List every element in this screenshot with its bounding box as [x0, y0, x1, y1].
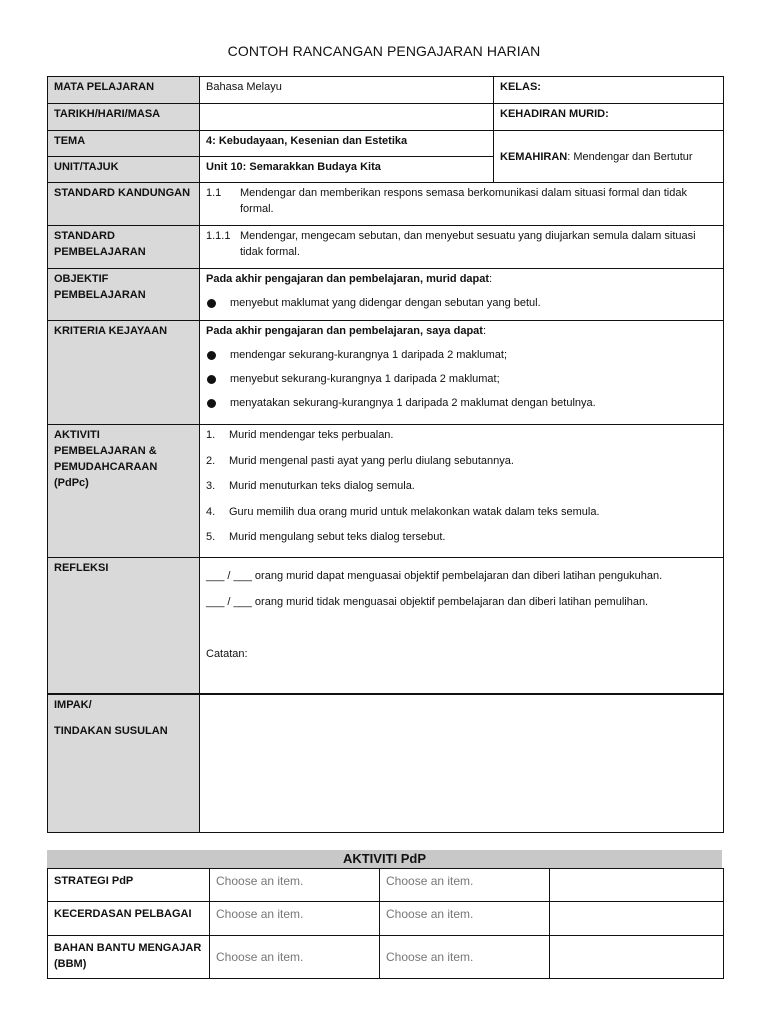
list-item: [206, 478, 717, 504]
kriteria-intro: Pada akhir pengajaran dan pembelajaran, saya dapat: [206, 325, 483, 337]
aktiviti-pdp-table: [47, 868, 724, 979]
row-standard-kandungan: [48, 183, 724, 226]
kriteria-colon: :: [482, 325, 487, 337]
table-row: [48, 936, 724, 979]
label-standard-kandungan: STANDARD KANDUNGAN: [48, 183, 200, 226]
list-item: [206, 453, 717, 479]
value-kemahiran: : Mendengar dan Bertutur: [567, 150, 693, 163]
strategi-cell-3[interactable]: [550, 869, 724, 902]
sp-number: 1.1.1: [206, 230, 231, 242]
label-kemahiran: KEMAHIRAN: [500, 150, 568, 163]
impak-label-1: IMPAK/: [54, 699, 92, 711]
row-standard-pembelajaran: [48, 226, 724, 269]
item-text: Murid mendengar teks perbualan.: [229, 429, 394, 441]
label-tarikh: TARIKH/HARI/MASA: [48, 104, 200, 131]
kecerdasan-dropdown-2[interactable]: Choose an item.: [380, 902, 550, 936]
row-tema: [48, 131, 724, 157]
row-aktiviti: [48, 425, 724, 558]
bbm-dropdown-1[interactable]: Choose an item.: [210, 936, 380, 979]
list-item: [206, 427, 717, 453]
label-kriteria: KRITERIA KEJAYAAN: [48, 321, 200, 425]
row-impak: [48, 694, 724, 832]
objektif-item: menyebut maklumat yang didengar dengan sebutan yang betul.: [230, 297, 541, 309]
label-impak: [48, 694, 200, 832]
row-kriteria: [48, 321, 724, 425]
label-kecerdasan: KECERDASAN PELBAGAI: [48, 902, 210, 936]
lesson-plan-table: [47, 76, 724, 833]
bbm-dropdown-2[interactable]: Choose an item.: [380, 936, 550, 979]
value-standard-pembelajaran[interactable]: [200, 226, 724, 269]
value-refleksi[interactable]: [200, 557, 724, 694]
label-kelas[interactable]: KELAS:: [494, 77, 724, 104]
catatan-label: Catatan:: [206, 647, 248, 660]
kriteria-item: menyebut sekurang-kurangnya 1 daripada 2 maklumat;: [230, 373, 500, 385]
kecerdasan-dropdown-1[interactable]: Choose an item.: [210, 902, 380, 936]
label-kehadiran[interactable]: KEHADIRAN MURID:: [494, 104, 724, 131]
row-refleksi: [48, 557, 724, 694]
row-tarikh: [48, 104, 724, 131]
strategi-dropdown-2[interactable]: Choose an item.: [380, 869, 550, 902]
value-aktiviti[interactable]: [200, 425, 724, 558]
kriteria-item: mendengar sekurang-kurangnya 1 daripada 2 maklumat;: [230, 349, 507, 361]
list-item: [206, 529, 717, 555]
value-mata-pelajaran[interactable]: Bahasa Melayu: [200, 77, 494, 104]
list-item: [206, 371, 717, 387]
item-number: 5.: [206, 531, 216, 543]
bullet-icon: [207, 299, 216, 308]
kriteria-item: menyatakan sekurang-kurangnya 1 daripada 2 maklumat dengan betulnya.: [230, 397, 596, 409]
item-text: Guru memilih dua orang murid untuk melakonkan watak dalam teks semula.: [229, 505, 600, 518]
label-bbm: BAHAN BANTU MENGAJAR (BBM): [48, 936, 210, 979]
cell-kemahiran[interactable]: [494, 131, 724, 183]
bbm-cell-3[interactable]: [550, 936, 724, 979]
bullet-icon: [207, 351, 216, 360]
refleksi-line-2: ___ / ___ orang murid tidak menguasai objektif pembelajaran dan diberi latihan pemulihan.: [206, 595, 649, 608]
value-impak[interactable]: [200, 694, 724, 832]
item-text: Murid mengulang sebut teks dialog tersebut.: [229, 531, 446, 543]
value-objektif[interactable]: [200, 269, 724, 321]
item-number: 4.: [206, 505, 216, 518]
item-number: 2.: [206, 454, 216, 467]
item-number: 1.: [206, 429, 216, 441]
objektif-intro: Pada akhir pengajaran dan pembelajaran, murid dapat: [206, 273, 490, 285]
label-mata-pelajaran: MATA PELAJARAN: [48, 77, 200, 104]
label-standard-pembelajaran: STANDARD PEMBELAJARAN: [48, 226, 200, 269]
value-tema[interactable]: 4: Kebudayaan, Kesenian dan Estetika: [200, 131, 494, 157]
label-objektif: OBJEKTIF PEMBELAJARAN: [48, 269, 200, 321]
list-item: [206, 504, 717, 530]
refleksi-line-1: ___ / ___ orang murid dapat menguasai objektif pembelajaran dan diberi latihan pengukuhan.: [206, 569, 663, 582]
impak-label-2: TINDAKAN SUSULAN: [54, 725, 168, 737]
sk-text: Mendengar dan memberikan respons semasa berkomunikasi dalam situasi formal dan tidak formal.: [240, 187, 687, 215]
bullet-icon: [207, 375, 216, 384]
item-text: Murid mengenal pasti ayat yang perlu diulang sebutannya.: [229, 454, 514, 467]
label-strategi: STRATEGI PdP: [48, 869, 210, 902]
list-item: [206, 347, 717, 363]
aktiviti-pdp-title: AKTIVITI PdP: [47, 850, 722, 868]
table-row: [48, 902, 724, 936]
list-item: [206, 295, 717, 311]
kecerdasan-cell-3[interactable]: [550, 902, 724, 936]
row-mata-pelajaran: [48, 77, 724, 104]
label-unit: UNIT/TAJUK: [48, 157, 200, 183]
value-unit[interactable]: Unit 10: Semarakkan Budaya Kita: [200, 157, 494, 183]
label-refleksi: REFLEKSI: [48, 557, 200, 694]
table-row: [48, 869, 724, 902]
value-standard-kandungan[interactable]: [200, 183, 724, 226]
value-kriteria[interactable]: [200, 321, 724, 425]
label-tema: TEMA: [48, 131, 200, 157]
value-tarikh[interactable]: [200, 104, 494, 131]
sk-number: 1.1: [206, 187, 222, 199]
objektif-colon: :: [489, 273, 493, 285]
list-item: [206, 395, 717, 411]
row-objektif: [48, 269, 724, 321]
bullet-icon: [207, 399, 216, 408]
strategi-dropdown-1[interactable]: Choose an item.: [210, 869, 380, 902]
item-number: 3.: [206, 480, 216, 492]
label-aktiviti: AKTIVITI PEMBELAJARAN & PEMUDAHCARAAN (PdPc): [48, 425, 200, 558]
item-text: Murid menuturkan teks dialog semula.: [229, 480, 415, 492]
page-title: CONTOH RANCANGAN PENGAJARAN HARIAN: [227, 43, 541, 59]
sp-text: Mendengar, mengecam sebutan, dan menyebut sesuatu yang diujarkan semula dalam situasi tidak formal.: [240, 230, 696, 258]
